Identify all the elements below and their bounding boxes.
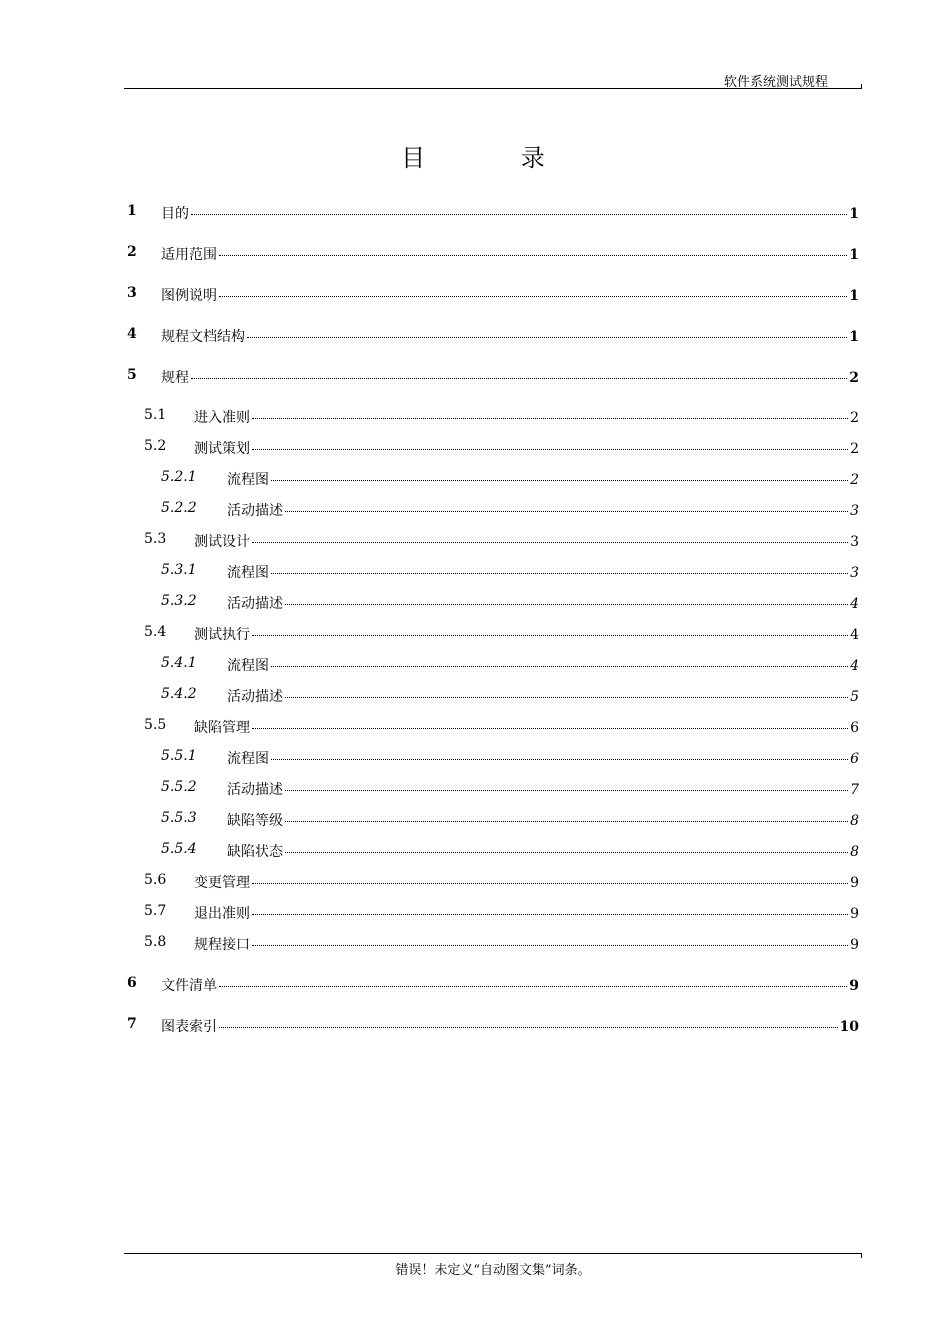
toc-entry-number: 1: [127, 203, 137, 219]
toc-entry-number: 5.5.2: [161, 779, 197, 795]
toc-entry[interactable]: [0, 469, 950, 491]
toc-dot-leader: [271, 666, 848, 667]
toc-entry-number: 4: [127, 326, 137, 342]
toc-entry-page: 8: [850, 813, 859, 829]
toc-entry[interactable]: [0, 1016, 950, 1038]
toc-entry-title[interactable]: 图表索引: [161, 1019, 217, 1035]
toc-entry-row: [194, 934, 859, 954]
toc-entry-number: 5.2.1: [161, 469, 197, 485]
toc-entry-page: 6: [850, 720, 859, 736]
toc-entry-row: [194, 872, 859, 892]
toc-entry-number: 5.4.1: [161, 655, 197, 671]
toc-entry-page: 3: [850, 503, 859, 519]
toc-entry-number: 5.5.1: [161, 748, 197, 764]
footer-rule: [124, 1253, 862, 1254]
toc-entry-row: [161, 244, 859, 264]
toc-dot-leader: [252, 945, 848, 946]
toc-entry-row: [227, 779, 859, 799]
toc-entry[interactable]: [0, 655, 950, 677]
toc-entry-title[interactable]: 规程: [161, 370, 189, 386]
toc-entry-page: 9: [850, 906, 859, 922]
toc-entry[interactable]: [0, 748, 950, 770]
toc-entry-row: [161, 326, 859, 346]
toc-dot-leader: [285, 852, 848, 853]
toc-dot-leader: [252, 914, 848, 915]
toc-entry-page: 7: [850, 782, 859, 798]
toc-entry-row: [227, 469, 859, 489]
toc-dot-leader: [252, 542, 848, 543]
toc-entry-number: 5.1: [144, 407, 167, 423]
footer-rule-tick: [861, 1253, 862, 1258]
toc-entry-row: [227, 748, 859, 768]
toc-entry-title[interactable]: 活动描述: [227, 596, 283, 612]
toc-entry-title[interactable]: 流程图: [227, 751, 269, 767]
toc-entry[interactable]: [0, 562, 950, 584]
toc-entry-row: [161, 975, 859, 995]
toc-title: 目 录: [401, 144, 589, 172]
toc-dot-leader: [285, 604, 848, 605]
toc-dot-leader: [252, 728, 848, 729]
toc-entry[interactable]: [0, 244, 950, 266]
toc-entry-page: 10: [839, 1019, 859, 1035]
toc-entry-title[interactable]: 文件清单: [161, 978, 217, 994]
header-rule-tick: [861, 84, 862, 89]
toc-entry-page: 3: [850, 565, 859, 581]
toc-dot-leader: [191, 378, 847, 379]
toc-entry-page: 2: [849, 370, 859, 386]
toc-entry-row: [194, 438, 859, 458]
toc-entry-row: [161, 367, 859, 387]
toc-entry-row: [161, 203, 859, 223]
toc-entry-page: 2: [850, 472, 859, 488]
toc-entry-title[interactable]: 缺陷状态: [227, 844, 283, 860]
toc-dot-leader: [271, 573, 848, 574]
toc-entry-row: [194, 624, 859, 644]
toc-entry-page: 3: [850, 534, 859, 550]
toc-entry-number: 5.5.4: [161, 841, 197, 857]
toc-entry-title[interactable]: 测试执行: [194, 627, 250, 643]
toc-dot-leader: [252, 449, 848, 450]
toc-entry-title[interactable]: 退出准则: [194, 906, 250, 922]
toc-entry[interactable]: [0, 841, 950, 863]
toc-entry-page: 1: [849, 329, 859, 345]
toc-entry[interactable]: [0, 285, 950, 307]
toc-entry-number: 5.2.2: [161, 500, 197, 516]
toc-entry[interactable]: [0, 367, 950, 389]
toc-entry[interactable]: [0, 686, 950, 708]
toc-entry-title[interactable]: 流程图: [227, 472, 269, 488]
toc-dot-leader: [219, 986, 847, 987]
toc-entry-page: 2: [850, 410, 859, 426]
toc-dot-leader: [252, 635, 848, 636]
toc-entry-number: 5: [127, 367, 137, 383]
toc-entry-page: 1: [849, 288, 859, 304]
toc-entry[interactable]: [0, 326, 950, 348]
toc-entry-number: 5.3.1: [161, 562, 197, 578]
toc-entry-number: 5.6: [144, 872, 167, 888]
toc-entry-title[interactable]: 活动描述: [227, 503, 283, 519]
toc-entry-row: [227, 686, 859, 706]
toc-entry-title[interactable]: 图例说明: [161, 288, 217, 304]
toc-dot-leader: [271, 759, 848, 760]
toc-entry-title[interactable]: 变更管理: [194, 875, 250, 891]
toc-entry-page: 9: [850, 937, 859, 953]
toc-entry-title[interactable]: 规程文档结构: [161, 329, 245, 345]
toc-entry-row: [161, 285, 859, 305]
toc-entry-row: [161, 1016, 859, 1036]
toc-entry-row: [194, 531, 859, 551]
toc-entry-number: 2: [127, 244, 137, 260]
toc-dot-leader: [191, 214, 847, 215]
toc-entry-page: 4: [850, 658, 859, 674]
toc-dot-leader: [247, 337, 847, 338]
toc-entry-page: 9: [850, 875, 859, 891]
toc-dot-leader: [285, 821, 848, 822]
toc-entry[interactable]: [0, 593, 950, 615]
toc-entry-number: 5.4: [144, 624, 167, 640]
toc-entry-number: 5.8: [144, 934, 167, 950]
toc-entry-number: 5.4.2: [161, 686, 197, 702]
toc-entry-title[interactable]: 进入准则: [194, 410, 250, 426]
toc-dot-leader: [285, 790, 848, 791]
toc-dot-leader: [285, 511, 848, 512]
toc-dot-leader: [219, 1027, 838, 1028]
toc-entry[interactable]: [0, 407, 950, 429]
toc-entry-title[interactable]: 流程图: [227, 565, 269, 581]
toc-entry-page: 2: [850, 441, 859, 457]
toc-entry-number: 6: [127, 975, 137, 991]
toc-entry[interactable]: [0, 531, 950, 553]
toc-entry-row: [227, 593, 859, 613]
toc-entry-title[interactable]: 测试设计: [194, 534, 250, 550]
toc-dot-leader: [252, 418, 848, 419]
toc-entry-page: 1: [849, 206, 859, 222]
toc-entry-row: [194, 717, 859, 737]
toc-entry-page: 8: [850, 844, 859, 860]
toc-entry-number: 5.3: [144, 531, 167, 547]
toc-dot-leader: [252, 883, 848, 884]
toc-entry-title[interactable]: 适用范围: [161, 247, 217, 263]
toc-entry[interactable]: [0, 903, 950, 925]
toc-entry-page: 4: [850, 627, 859, 643]
toc-entry[interactable]: [0, 717, 950, 739]
toc-entry-number: 5.5: [144, 717, 167, 733]
toc-entry-row: [194, 407, 859, 427]
toc-entry[interactable]: [0, 934, 950, 956]
toc-entry[interactable]: [0, 203, 950, 225]
toc-entry-page: 1: [849, 247, 859, 263]
toc-entry-row: [227, 655, 859, 675]
toc-entry-page: 5: [850, 689, 859, 705]
toc-entry-page: 4: [850, 596, 859, 612]
running-header: 软件系统测试规程: [723, 75, 828, 90]
toc-entry[interactable]: [0, 975, 950, 997]
toc-entry-number: 5.5.3: [161, 810, 197, 826]
toc-entry-number: 5.7: [144, 903, 167, 919]
toc-entry-row: [227, 841, 859, 861]
toc-entry[interactable]: [0, 438, 950, 460]
toc-entry-title[interactable]: 目的: [161, 206, 189, 222]
toc-entry-number: 5.2: [144, 438, 167, 454]
toc-entry[interactable]: [0, 872, 950, 894]
toc-entry-number: 3: [127, 285, 137, 301]
toc-entry-title[interactable]: 缺陷管理: [194, 720, 250, 736]
running-footer: 错误！未定义“自动图文集”词条。: [395, 1263, 591, 1278]
toc-entry-title[interactable]: 缺陷等级: [227, 813, 283, 829]
toc-entry-title[interactable]: 测试策划: [194, 441, 250, 457]
toc-entry-title[interactable]: 流程图: [227, 658, 269, 674]
toc-entry-page: 6: [850, 751, 859, 767]
toc-entry[interactable]: [0, 500, 950, 522]
toc-entry-page: 9: [849, 978, 859, 994]
toc-entry-number: 7: [127, 1016, 137, 1032]
toc-entry-number: 5.3.2: [161, 593, 197, 609]
toc-dot-leader: [219, 296, 847, 297]
toc-entry-title[interactable]: 活动描述: [227, 782, 283, 798]
toc-entry-row: [227, 810, 859, 830]
toc-entry-title[interactable]: 规程接口: [194, 937, 250, 953]
toc-entry[interactable]: [0, 624, 950, 646]
header-rule: [124, 88, 862, 89]
toc-entry-row: [227, 562, 859, 582]
toc-entry[interactable]: [0, 779, 950, 801]
toc-entry-row: [227, 500, 859, 520]
toc-entry[interactable]: [0, 810, 950, 832]
toc-dot-leader: [271, 480, 848, 481]
toc-entry-row: [194, 903, 859, 923]
toc-entry-title[interactable]: 活动描述: [227, 689, 283, 705]
toc-dot-leader: [285, 697, 848, 698]
toc-dot-leader: [219, 255, 847, 256]
